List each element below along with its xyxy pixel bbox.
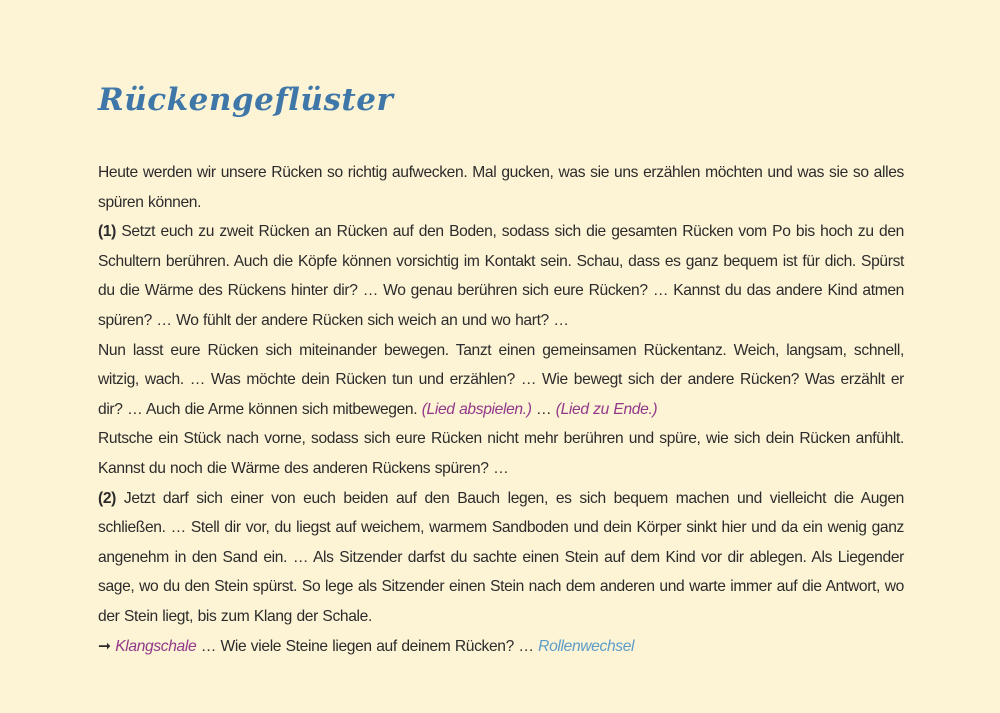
cue-play-song: (Lied abspielen.) bbox=[421, 400, 532, 418]
page bbox=[98, 78, 904, 661]
intro-paragraph: Heute werden wir unsere Rücken so richtig aufwecken. Mal gucken, was sie uns erzählen möchten und was sie so alles spüren können. bbox=[98, 164, 904, 211]
final-text: … Wie viele Steine liegen auf deinem Rücken? … bbox=[196, 637, 539, 655]
cue-singing-bowl: Klangschale bbox=[115, 637, 197, 655]
final-paragraph bbox=[98, 632, 904, 662]
slide-paragraph: Rutsche ein Stück nach vorne, sodass sich eure Rücken nicht mehr berühren und spüre, wie sich dein Rücken anfühlt. Kannst du noch die Wärme des anderen Rückens spüren? … bbox=[98, 430, 904, 477]
step-1-number: (1) bbox=[98, 223, 117, 241]
step-1-text: Setzt euch zu zweit Rücken an Rücken auf den Boden, sodass sich die gesamten Rücken vom Po bis hoch zu den Schultern berühren. Auch die Köpfe können vorsichtig im Kontakt sein. Schau, dass es ganz bequem ist für dich. Spürst du die Wärme des Rückens hinter dir? … Wo genau berühren sich eure Rücken? … Kannst du das andere Kind atmen spüren? … Wo fühlt der andere Rücken sich weich an und wo hart? … bbox=[98, 223, 904, 329]
instructions-body bbox=[98, 158, 904, 661]
page-title: Rückengeflüster bbox=[98, 82, 394, 118]
arrow-right-icon: ➞ bbox=[98, 637, 111, 655]
step-1-paragraph bbox=[98, 217, 904, 335]
cue-separator: … bbox=[531, 400, 556, 418]
cue-role-switch: Rollenwechsel bbox=[538, 637, 635, 655]
dance-text: Nun lasst eure Rücken sich miteinander bewegen. Tanzt einen gemeinsamen Rückentanz. Weich, langsam, schnell, witzig, wach. … Was möchte dein Rücken tun und erzählen? … Wie bewegt sich der andere Rücken? Was erzählt er dir? … Auch die Arme können sich mitbewegen. bbox=[98, 341, 904, 418]
step-2-text: Jetzt darf sich einer von euch beiden auf den Bauch legen, es sich bequem machen und vielleicht die Augen schließen. … Stell dir vor, du liegst auf weichem, warmem Sandboden und dein Körper sinkt hier und da ein wenig ganz angenehm in den Sand ein. … Als Sitzender darfst du sachte einen Stein auf dem Kind vor dir ablegen. Als Liegender sage, wo du den Stein spürst. So lege als Sitzender einen Stein nach dem anderen und warte immer auf die Antwort, wo der Stein liegt, bis zum Klang der Schale. bbox=[98, 489, 905, 625]
dance-paragraph bbox=[98, 336, 904, 425]
cue-song-end: (Lied zu Ende.) bbox=[555, 400, 658, 418]
step-2-number: (2) bbox=[98, 489, 117, 507]
step-2-paragraph bbox=[98, 484, 904, 632]
